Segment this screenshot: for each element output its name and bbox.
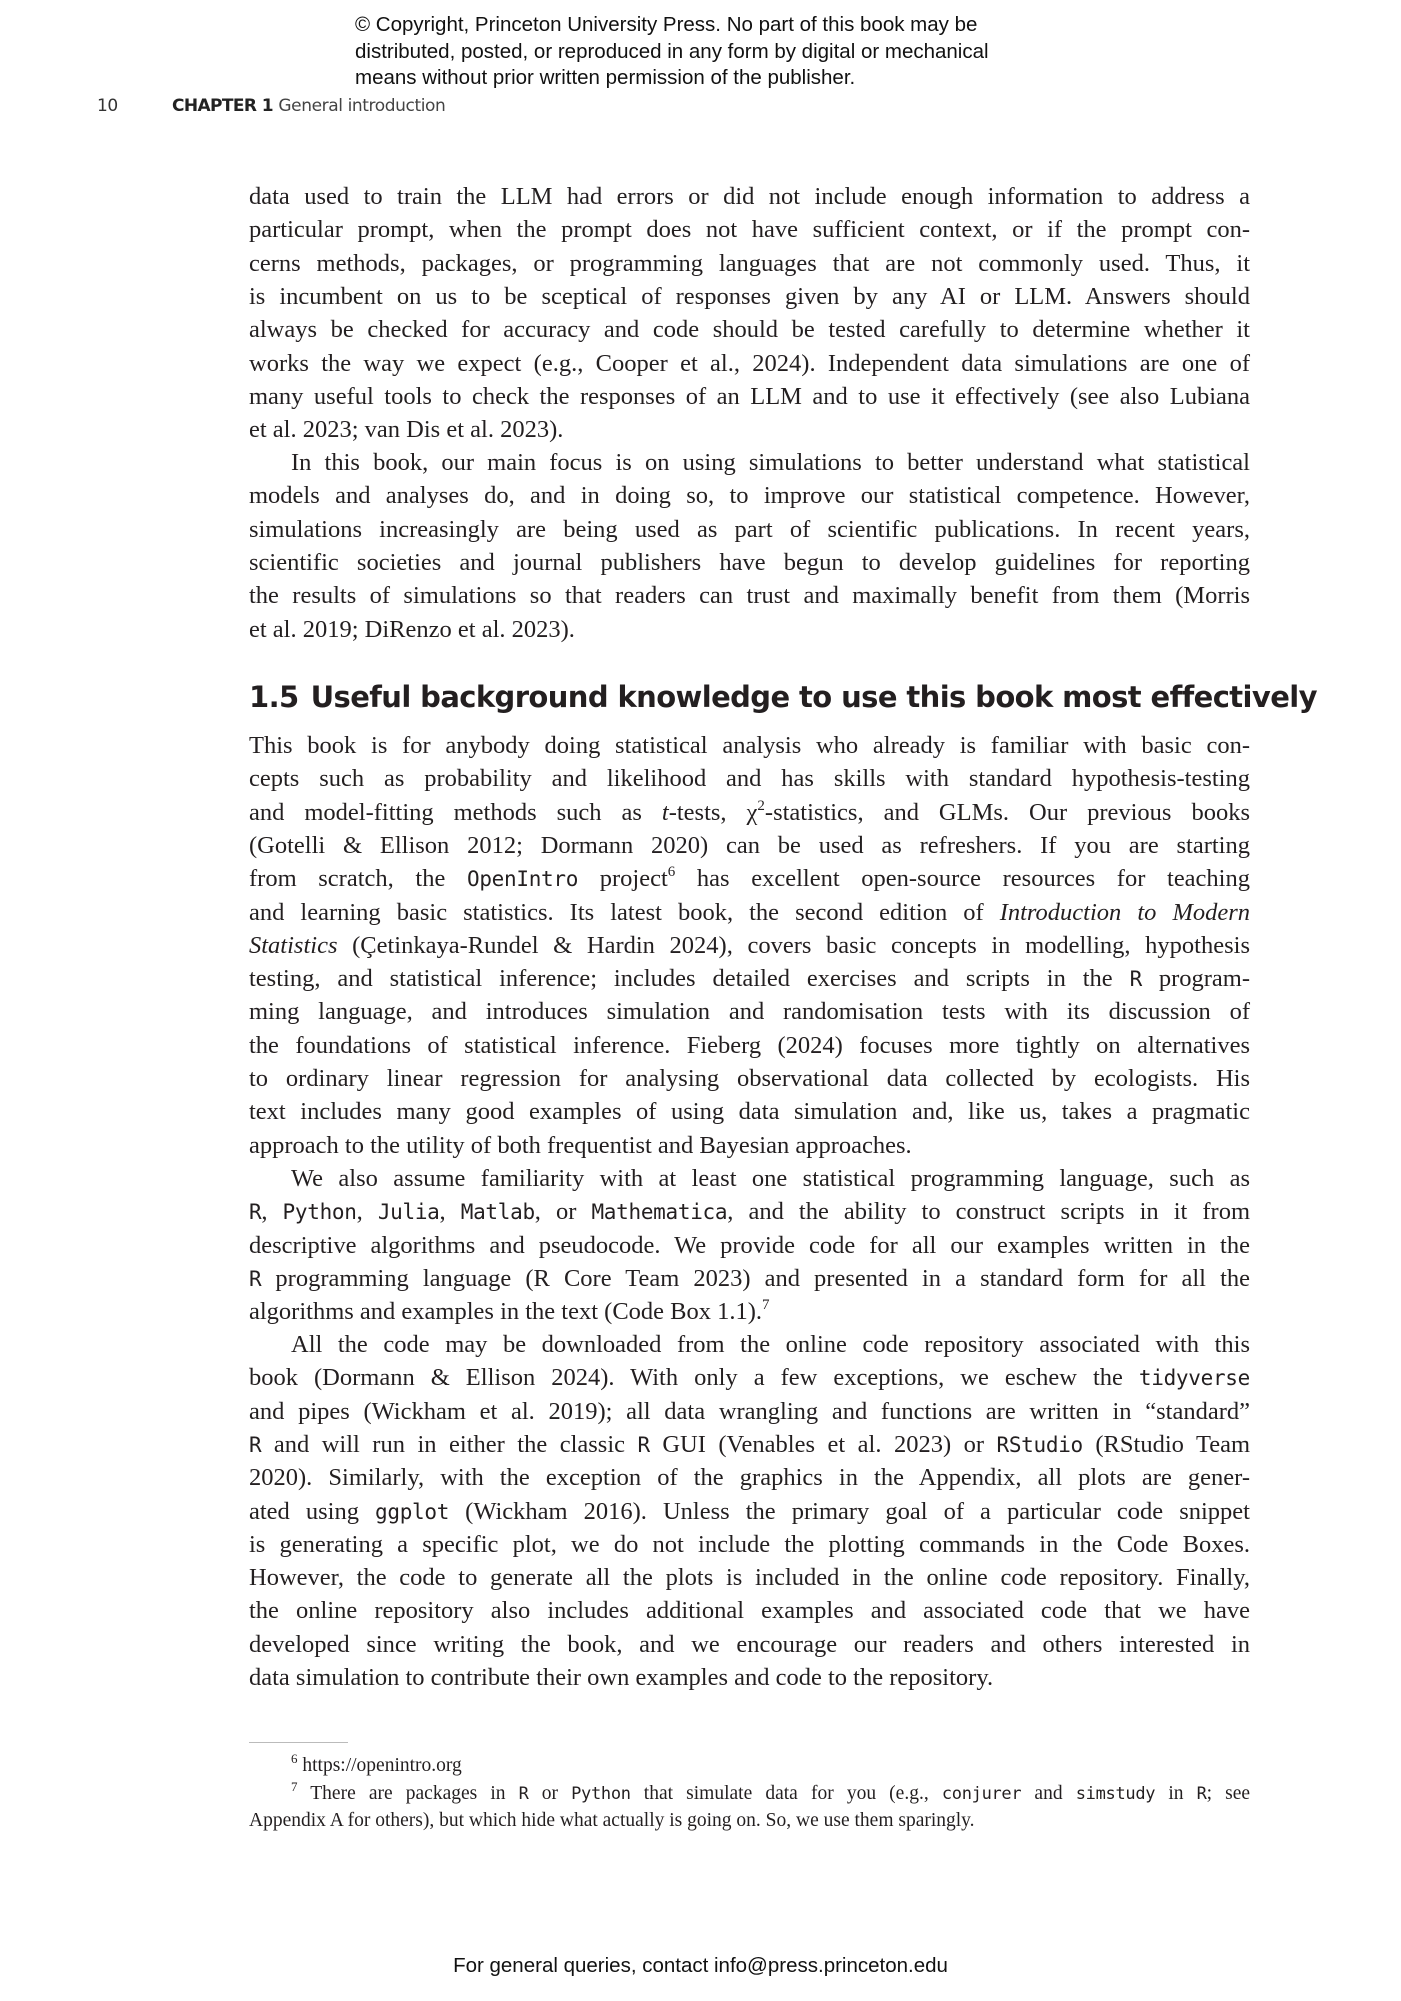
text-span: book (Dormann & Ellison 2024). With only a few exceptions, we eschew the: [249, 1364, 1139, 1392]
text-span: has excellent open-source resources for teaching: [675, 865, 1250, 893]
text-line: to ordinary linear regression for analysing observational data collected by ecologists. His: [249, 1065, 1250, 1092]
code-term: R: [1196, 1783, 1207, 1804]
code-term: Mathematica: [591, 1200, 728, 1225]
text-span: program-: [1141, 965, 1250, 993]
text-line: [249, 1361, 1250, 1394]
text-line: many useful tools to check the responses of an LLM and to use it effectively (see also Lubiana: [249, 382, 1250, 410]
text-line: [249, 862, 1250, 895]
code-term: Matlab: [460, 1200, 535, 1225]
footnote-marker: 7: [291, 1778, 298, 1794]
footnote-marker: 6: [291, 1751, 298, 1766]
text-line: We also assume familiarity with at least one statistical programming language, such as: [291, 1165, 1250, 1192]
text-line: works the way we expect (e.g., Cooper et al., 2024). Independent data simulations are one of: [249, 349, 1250, 377]
copyright-line: © Copyright, Princeton University Press. No part of this book may be: [355, 13, 978, 36]
text-span: and: [1021, 1782, 1076, 1804]
code-term: Python: [571, 1783, 631, 1804]
text-span: in: [1155, 1782, 1197, 1804]
text-span: -statistics, and GLMs. Our previous books: [764, 798, 1250, 826]
text-span: ated using: [249, 1497, 376, 1525]
text-line: is generating a specific plot, we do not include the plotting commands in the Code Boxes.: [249, 1530, 1250, 1558]
code-term: Python: [282, 1200, 357, 1225]
text-span: from scratch, the: [249, 865, 467, 893]
text-line: the online repository also includes additional examples and associated code that we have: [249, 1597, 1250, 1625]
text-span: ,: [261, 1198, 283, 1226]
text-span: and model-fitting methods such as: [249, 798, 662, 826]
copyright-line: means without prior written permission of the publisher.: [355, 66, 856, 89]
text-line: [249, 896, 1250, 929]
text-line: et al. 2023; van Dis et al. 2023).: [249, 416, 564, 444]
footnote-7-continuation: Appendix A for others), but which hide what actually is going on. So, we use them sparingly.: [249, 1810, 975, 1831]
footnote-text: https://openintro.org: [297, 1755, 462, 1776]
code-term: R: [249, 1266, 262, 1291]
text-line: All the code may be downloaded from the online code repository associated with this: [291, 1331, 1250, 1358]
text-span: and learning basic statistics. Its latest book, the second edition of: [249, 898, 1000, 926]
book-title: Introduction to Modern: [999, 898, 1251, 926]
text-span: ,: [439, 1198, 461, 1226]
text-span: and will run in either the classic: [261, 1430, 638, 1458]
text-line: et al. 2019; DiRenzo et al. 2023).: [249, 615, 575, 643]
code-term: RStudio: [996, 1432, 1083, 1457]
code-term: R: [249, 1200, 262, 1225]
text-line: models and analyses do, and in doing so, to improve our statistical competence. However,: [249, 482, 1250, 510]
text-span: testing, and statistical inference; includes detailed exercises and scripts in the: [249, 965, 1130, 993]
text-line: approach to the utility of both frequentist and Bayesian approaches.: [249, 1131, 912, 1159]
text-line: (Gotelli & Ellison 2012; Dormann 2020) can be used as refreshers. If you are starting: [249, 831, 1250, 859]
chapter-label: [172, 96, 445, 116]
text-span: ,: [356, 1198, 378, 1226]
text-line: [249, 929, 1250, 962]
text-line: [249, 1195, 1250, 1228]
copyright-line: distributed, posted, or reproduced in any form by digital or mechanical: [355, 39, 989, 63]
code-term: R: [518, 1783, 529, 1804]
footnote-7: [249, 1780, 1250, 1807]
text-line: [249, 1295, 1250, 1328]
code-term: ggplot: [375, 1499, 450, 1524]
text-span: , and the ability to construct scripts in it from: [727, 1198, 1251, 1226]
text-line: [249, 1428, 1250, 1461]
text-line: is incumbent on us to be sceptical of responses given by any AI or LLM. Answers should: [249, 282, 1250, 310]
footnote-ref-7[interactable]: 7: [762, 1297, 770, 1314]
text-line: data used to train the LLM had errors or did not include enough information to address a: [249, 183, 1250, 210]
text-span: , or: [534, 1198, 592, 1226]
text-line: cepts such as probability and likelihood and has skills with standard hypothesis-testing: [249, 765, 1250, 793]
text-line: descriptive algorithms and pseudocode. We provide code for all our examples written in the: [249, 1231, 1250, 1259]
page-number: 10: [97, 96, 118, 116]
text-line: In this book, our main focus is on using simulations to better understand what statistical: [291, 449, 1250, 476]
chapter-number: CHAPTER 1: [172, 96, 273, 116]
section-heading: [249, 680, 1317, 714]
text-line: [249, 796, 1250, 829]
text-line: data simulation to contribute their own examples and code to the repository.: [249, 1664, 994, 1691]
text-span: -tests, χ: [668, 798, 758, 826]
text-span: There are packages in: [297, 1782, 519, 1804]
text-line: However, the code to generate all the plots is included in the online code repository. Finally,: [249, 1564, 1250, 1592]
text-line: ming language, and introduces simulation and randomisation tests with its discussion of: [249, 998, 1250, 1026]
text-span: or: [528, 1782, 572, 1804]
footnote-6: [249, 1752, 1250, 1779]
text-span: project: [578, 865, 668, 893]
superscript: 2: [757, 797, 765, 814]
text-span: (RStudio Team: [1082, 1430, 1250, 1458]
text-line: developed since writing the book, and we encourage our readers and others interested in: [249, 1630, 1250, 1658]
text-line: the results of simulations so that readers can trust and maximally benefit from them (Morris: [249, 582, 1250, 610]
text-line: the foundations of statistical inference. Fieberg (2024) focuses more tightly on alternatives: [249, 1031, 1250, 1059]
copyright-notice: [355, 12, 1115, 92]
text-line: simulations increasingly are being used as part of scientific publications. In recent years,: [249, 515, 1250, 543]
code-term: Julia: [377, 1200, 440, 1225]
chapter-title: General introduction: [278, 96, 446, 116]
code-term: OpenIntro: [467, 867, 579, 892]
code-term: R: [249, 1432, 262, 1457]
book-title: Statistics: [249, 931, 338, 959]
text-line: scientific societies and journal publishers have begun to develop guidelines for reporting: [249, 548, 1250, 576]
code-term: simstudy: [1075, 1783, 1156, 1804]
text-span: (Çetinkaya-Rundel & Hardin 2024), covers basic concepts in modelling, hypothesis: [337, 931, 1250, 959]
text-span: GUI (Venables et al. 2023) or: [649, 1430, 997, 1458]
text-line: [249, 962, 1250, 995]
text-line: always be checked for accuracy and code should be tested carefully to determine whether it: [249, 316, 1250, 344]
text-span: (Wickham 2016). Unless the primary goal of a particular code snippet: [449, 1497, 1250, 1525]
section-title: Useful background knowledge to use this book most effectively: [310, 680, 1317, 714]
code-term: conjurer: [941, 1783, 1022, 1804]
text-line: 2020). Similarly, with the exception of the graphics in the Appendix, all plots are gener-: [249, 1464, 1250, 1492]
text-line: cerns methods, packages, or programming languages that are not commonly used. Thus, it: [249, 249, 1250, 277]
running-head: [0, 96, 1401, 122]
code-term: R: [1129, 967, 1142, 992]
text-line: particular prompt, when the prompt does not have sufficient context, or if the prompt con-: [249, 216, 1250, 244]
text-line: This book is for anybody doing statistical analysis who already is familiar with basic con-: [249, 732, 1250, 759]
text-span: programming language (R Core Team 2023) and presented in a standard form for all the: [261, 1264, 1250, 1292]
code-term: tidyverse: [1138, 1366, 1250, 1391]
text-line: text includes many good examples of using data simulation and, like us, takes a pragmatic: [249, 1098, 1250, 1126]
text-line: [249, 1495, 1250, 1528]
footnote-rule: [249, 1742, 348, 1743]
text-line: [249, 1262, 1250, 1295]
text-span: that simulate data for you (e.g.,: [630, 1782, 942, 1804]
text-span: algorithms and examples in the text (Code Box 1.1).: [249, 1298, 763, 1326]
section-number: 1.5: [249, 680, 299, 714]
footer-contact: For general queries, contact info@press.princeton.edu: [453, 1954, 948, 1977]
italic-t: t: [661, 798, 669, 826]
footnote-ref-6[interactable]: 6: [667, 864, 676, 881]
text-span: ; see: [1206, 1782, 1250, 1804]
code-term: R: [637, 1432, 650, 1457]
text-line: and pipes (Wickham et al. 2019); all data wrangling and functions are written in “standard”: [249, 1397, 1250, 1425]
